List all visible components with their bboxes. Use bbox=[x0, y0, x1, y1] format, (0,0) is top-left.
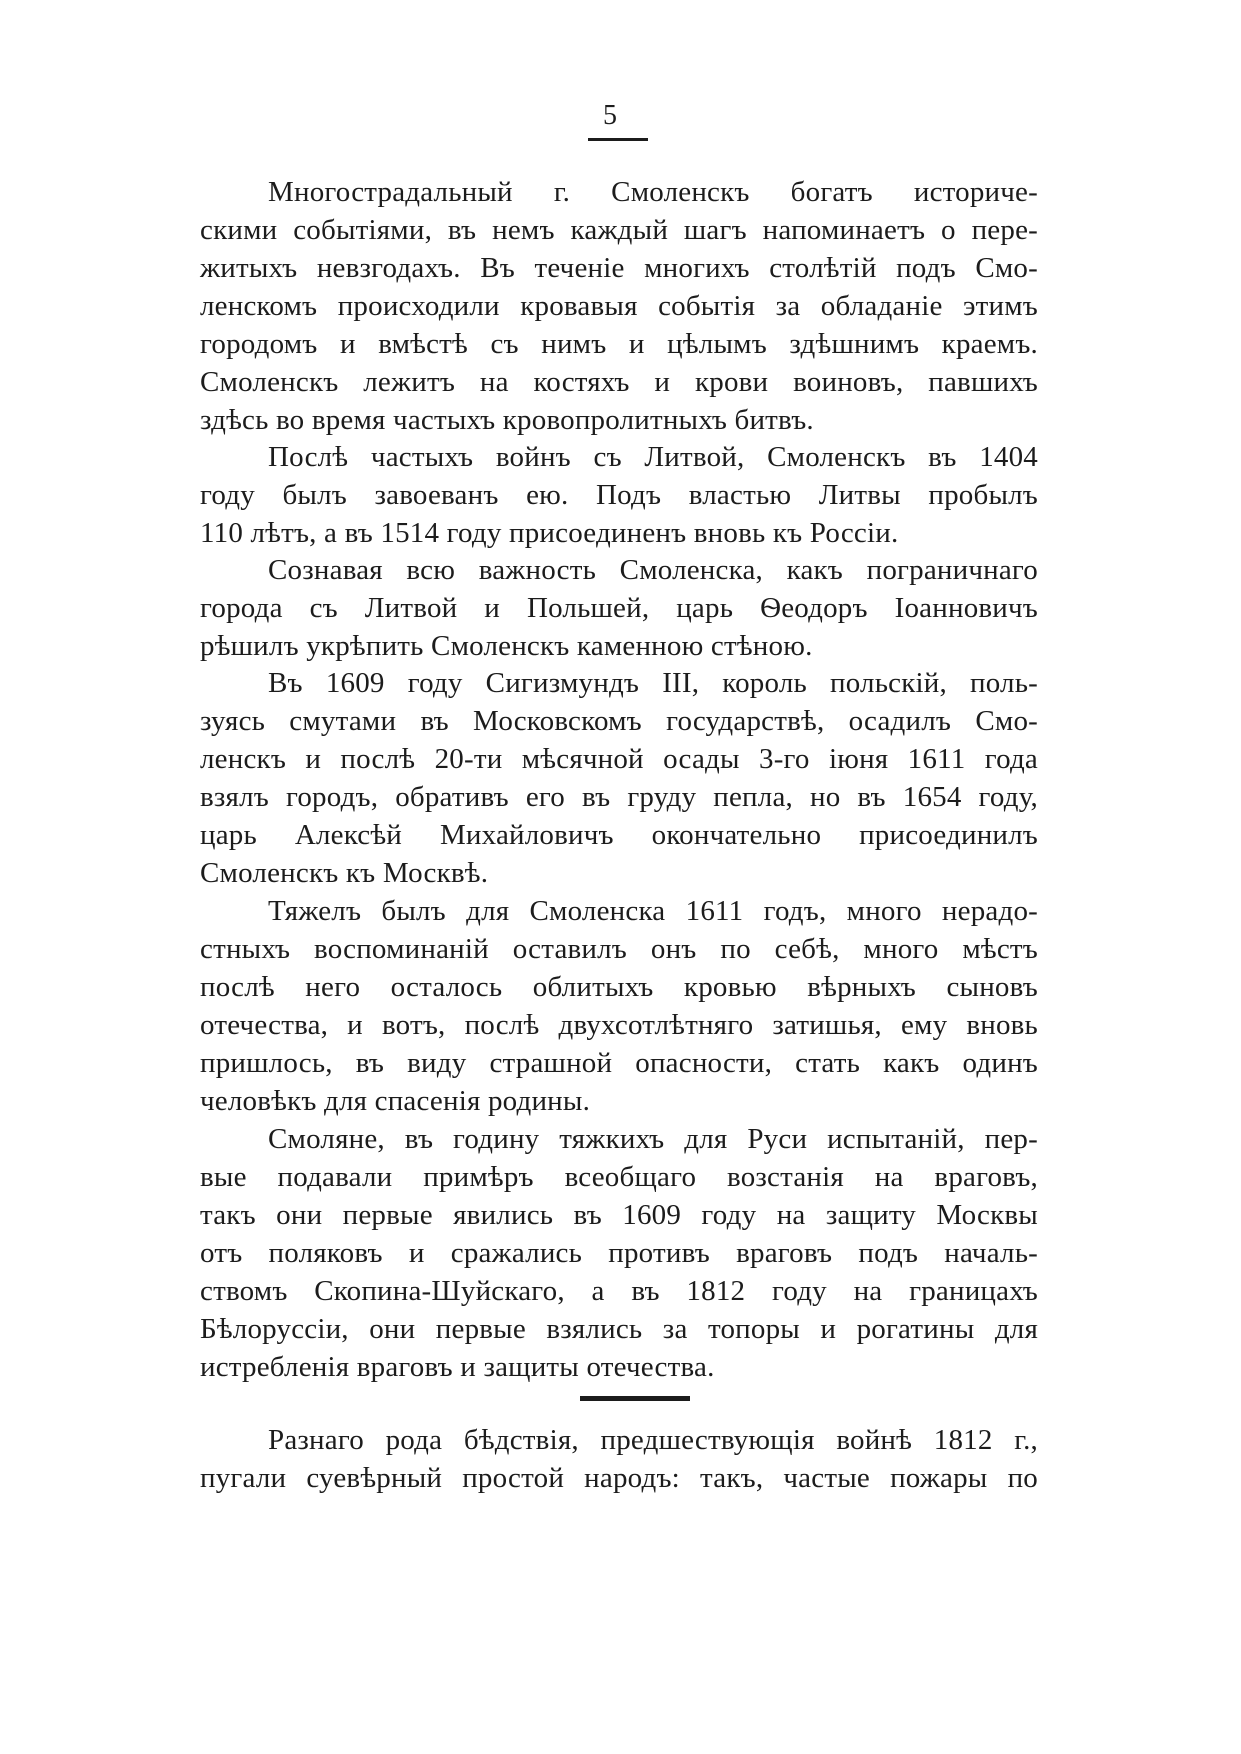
text-line: отъ поляковъ и сражались противъ враговъ подъ началь- bbox=[200, 1237, 1038, 1269]
page-number: 5 bbox=[603, 100, 617, 131]
text-line: городомъ и вмѣстѣ съ нимъ и цѣлымъ здѣшнимъ краемъ. bbox=[200, 328, 1038, 360]
text-line: послѣ него осталось облитыхъ кровью вѣрныхъ сыновъ bbox=[200, 971, 1038, 1003]
text-line: царь Алексѣй Михайловичъ окончательно присоединилъ bbox=[200, 819, 1038, 851]
text-line: пришлось, въ виду страшной опасности, стать какъ одинъ bbox=[200, 1047, 1038, 1079]
text-line: житыхъ невзгодахъ. Въ теченіе многихъ столѣтій подъ Смо- bbox=[200, 252, 1038, 284]
text-line: Разнаго рода бѣдствія, предшествующія войнѣ 1812 г., bbox=[268, 1424, 1038, 1456]
text-line: здѣсь во время частыхъ кровопролитныхъ битвъ. bbox=[200, 404, 814, 436]
text-line: Смоляне, въ годину тяжкихъ для Руси испытаній, пер- bbox=[268, 1123, 1038, 1155]
text-line: взялъ городъ, обративъ его въ груду пепла, но въ 1654 году, bbox=[200, 781, 1038, 813]
paragraph-7 bbox=[200, 1421, 1038, 1497]
text-line: города съ Литвой и Польшей, царь Ѳеодоръ Іоанновичъ bbox=[200, 592, 1038, 624]
text-line: Смоленскъ лежитъ на костяхъ и крови воиновъ, павшихъ bbox=[200, 366, 1038, 398]
text-line: году былъ завоеванъ ею. Подъ властью Литвы пробылъ bbox=[200, 479, 1038, 511]
text-line: рѣшилъ укрѣпить Смоленскъ каменною стѣною. bbox=[200, 630, 813, 662]
section-divider bbox=[580, 1396, 690, 1401]
paragraph-1 bbox=[200, 173, 1038, 439]
text-line: такъ они первые явились въ 1609 году на защиту Москвы bbox=[200, 1199, 1038, 1231]
text-line: Послѣ частыхъ войнъ съ Литвой, Смоленскъ въ 1404 bbox=[268, 441, 1038, 473]
text-line: Сознавая всю важность Смоленска, какъ пограничнаго bbox=[268, 554, 1038, 586]
text-line: Многострадальный г. Смоленскъ богатъ историче- bbox=[268, 176, 1038, 208]
text-line: истребленія враговъ и защиты отечества. bbox=[200, 1351, 715, 1383]
text-line: ленскомъ происходили кровавыя событія за обладаніе этимъ bbox=[200, 290, 1038, 322]
text-line: ленскъ и послѣ 20-ти мѣсячной осады 3-го іюня 1611 года bbox=[200, 743, 1038, 775]
text-line: стныхъ воспоминаній оставилъ онъ по себѣ, много мѣстъ bbox=[200, 933, 1038, 965]
page-number-rule bbox=[588, 138, 648, 141]
paragraph-3 bbox=[200, 551, 1038, 665]
text-line: Бѣлоруссіи, они первые взялись за топоры и рогатины для bbox=[200, 1313, 1038, 1345]
text-line: человѣкъ для спасенія родины. bbox=[200, 1085, 591, 1117]
text-line: скими событіями, въ немъ каждый шагъ напоминаетъ о пере- bbox=[200, 214, 1038, 246]
text-line: зуясь смутами въ Московскомъ государствѣ, осадилъ Смо- bbox=[200, 705, 1038, 737]
text-line: вые подавали примѣръ всеобщаго возстанія на враговъ, bbox=[200, 1161, 1038, 1193]
text-line: Въ 1609 году Сигизмундъ III, король польскій, поль- bbox=[268, 667, 1038, 699]
text-line: 110 лѣтъ, а въ 1514 году присоединенъ вновь къ Россіи. bbox=[200, 517, 899, 549]
paragraph-2 bbox=[200, 438, 1038, 552]
text-line: отечества, и вотъ, послѣ двухсотлѣтняго затишья, ему вновь bbox=[200, 1009, 1038, 1041]
paragraph-6 bbox=[200, 1120, 1038, 1386]
paragraph-5 bbox=[200, 892, 1038, 1120]
text-line: ствомъ Скопина-Шуйскаго, а въ 1812 году на границахъ bbox=[200, 1275, 1038, 1307]
text-line: Смоленскъ къ Москвѣ. bbox=[200, 857, 489, 889]
text-line: Тяжелъ былъ для Смоленска 1611 годъ, много нерадо- bbox=[268, 895, 1038, 927]
paragraph-4 bbox=[200, 664, 1038, 892]
text-line: пугали суевѣрный простой народъ: такъ, частые пожары по bbox=[200, 1462, 1038, 1494]
